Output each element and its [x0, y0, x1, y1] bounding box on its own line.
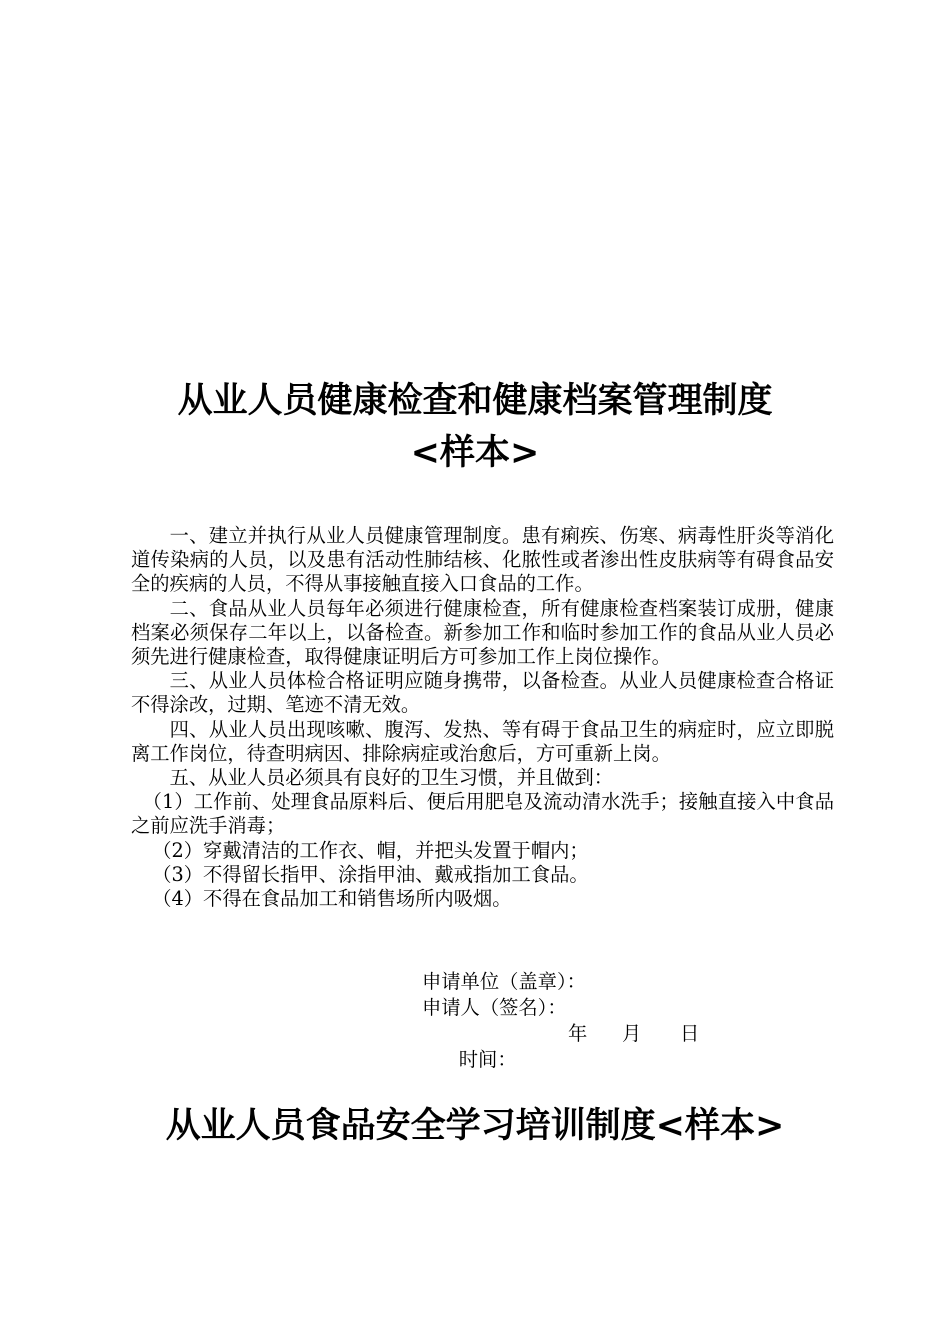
day-label: 日 [680, 1022, 700, 1045]
document-subtitle: <样本> [410, 433, 540, 473]
paragraph-1: 一、建立并执行从业人员健康管理制度。患有痢疾、伤寒、病毒性肝炎等消化道传染病的人员，以及患有活动性肺结核、化脓性或者渗出性皮肤病等有碍食品安全的疾病的人员，不得从事接触直接入口食品的工作。 [131, 524, 834, 596]
paragraph-4: 四、从业人员出现咳嗽、腹泻、发热、等有碍于食品卫生的病症时，应立即脱离工作岗位，待查明病因、排除病症或治愈后，方可重新上岗。 [131, 717, 834, 765]
document-title: 从业人员健康检查和健康档案管理制度 [177, 381, 773, 421]
time-label: 时间： [458, 1048, 517, 1071]
paragraph-2: 二、食品从业人员每年必须进行健康检查，所有健康检查档案装订成册，健康档案必须保存二年以上，以备检查。新参加工作和临时参加工作的食品从业人员必须先进行健康检查，取得健康证明后方可参加工作上岗位操作。 [131, 596, 834, 669]
list-item-1: （1）工作前、处理食品原料后、便后用肥皂及流动清水洗手；接触直接入中食品之前应洗手消毒； [131, 790, 834, 838]
second-document-title: 从业人员食品安全学习培训制度<样本> [165, 1106, 785, 1146]
applicant-unit-label: 申请单位（盖章）： [422, 970, 586, 993]
list-item-2: （2）穿戴清洁的工作衣、帽，并把头发置于帽内； [152, 838, 589, 862]
year-label: 年 [568, 1022, 588, 1045]
applicant-name-label: 申请人（签名）： [422, 996, 567, 1019]
paragraph-5: 五、从业人员必须具有良好的卫生习惯，并且做到： [169, 766, 614, 790]
document-body [131, 524, 834, 911]
paragraph-3: 三、从业人员体检合格证明应随身携带，以备检查。从业人员健康检查合格证不得涂改，过期、笔迹不清无效。 [131, 669, 834, 717]
list-item-4: （4）不得在食品加工和销售场所内吸烟。 [152, 887, 512, 911]
date-line [422, 1021, 822, 1071]
month-label: 月 [622, 1022, 642, 1045]
signature-block [422, 969, 822, 1071]
list-item-3: （3）不得留长指甲、涂指甲油、戴戒指加工食品。 [152, 862, 589, 886]
